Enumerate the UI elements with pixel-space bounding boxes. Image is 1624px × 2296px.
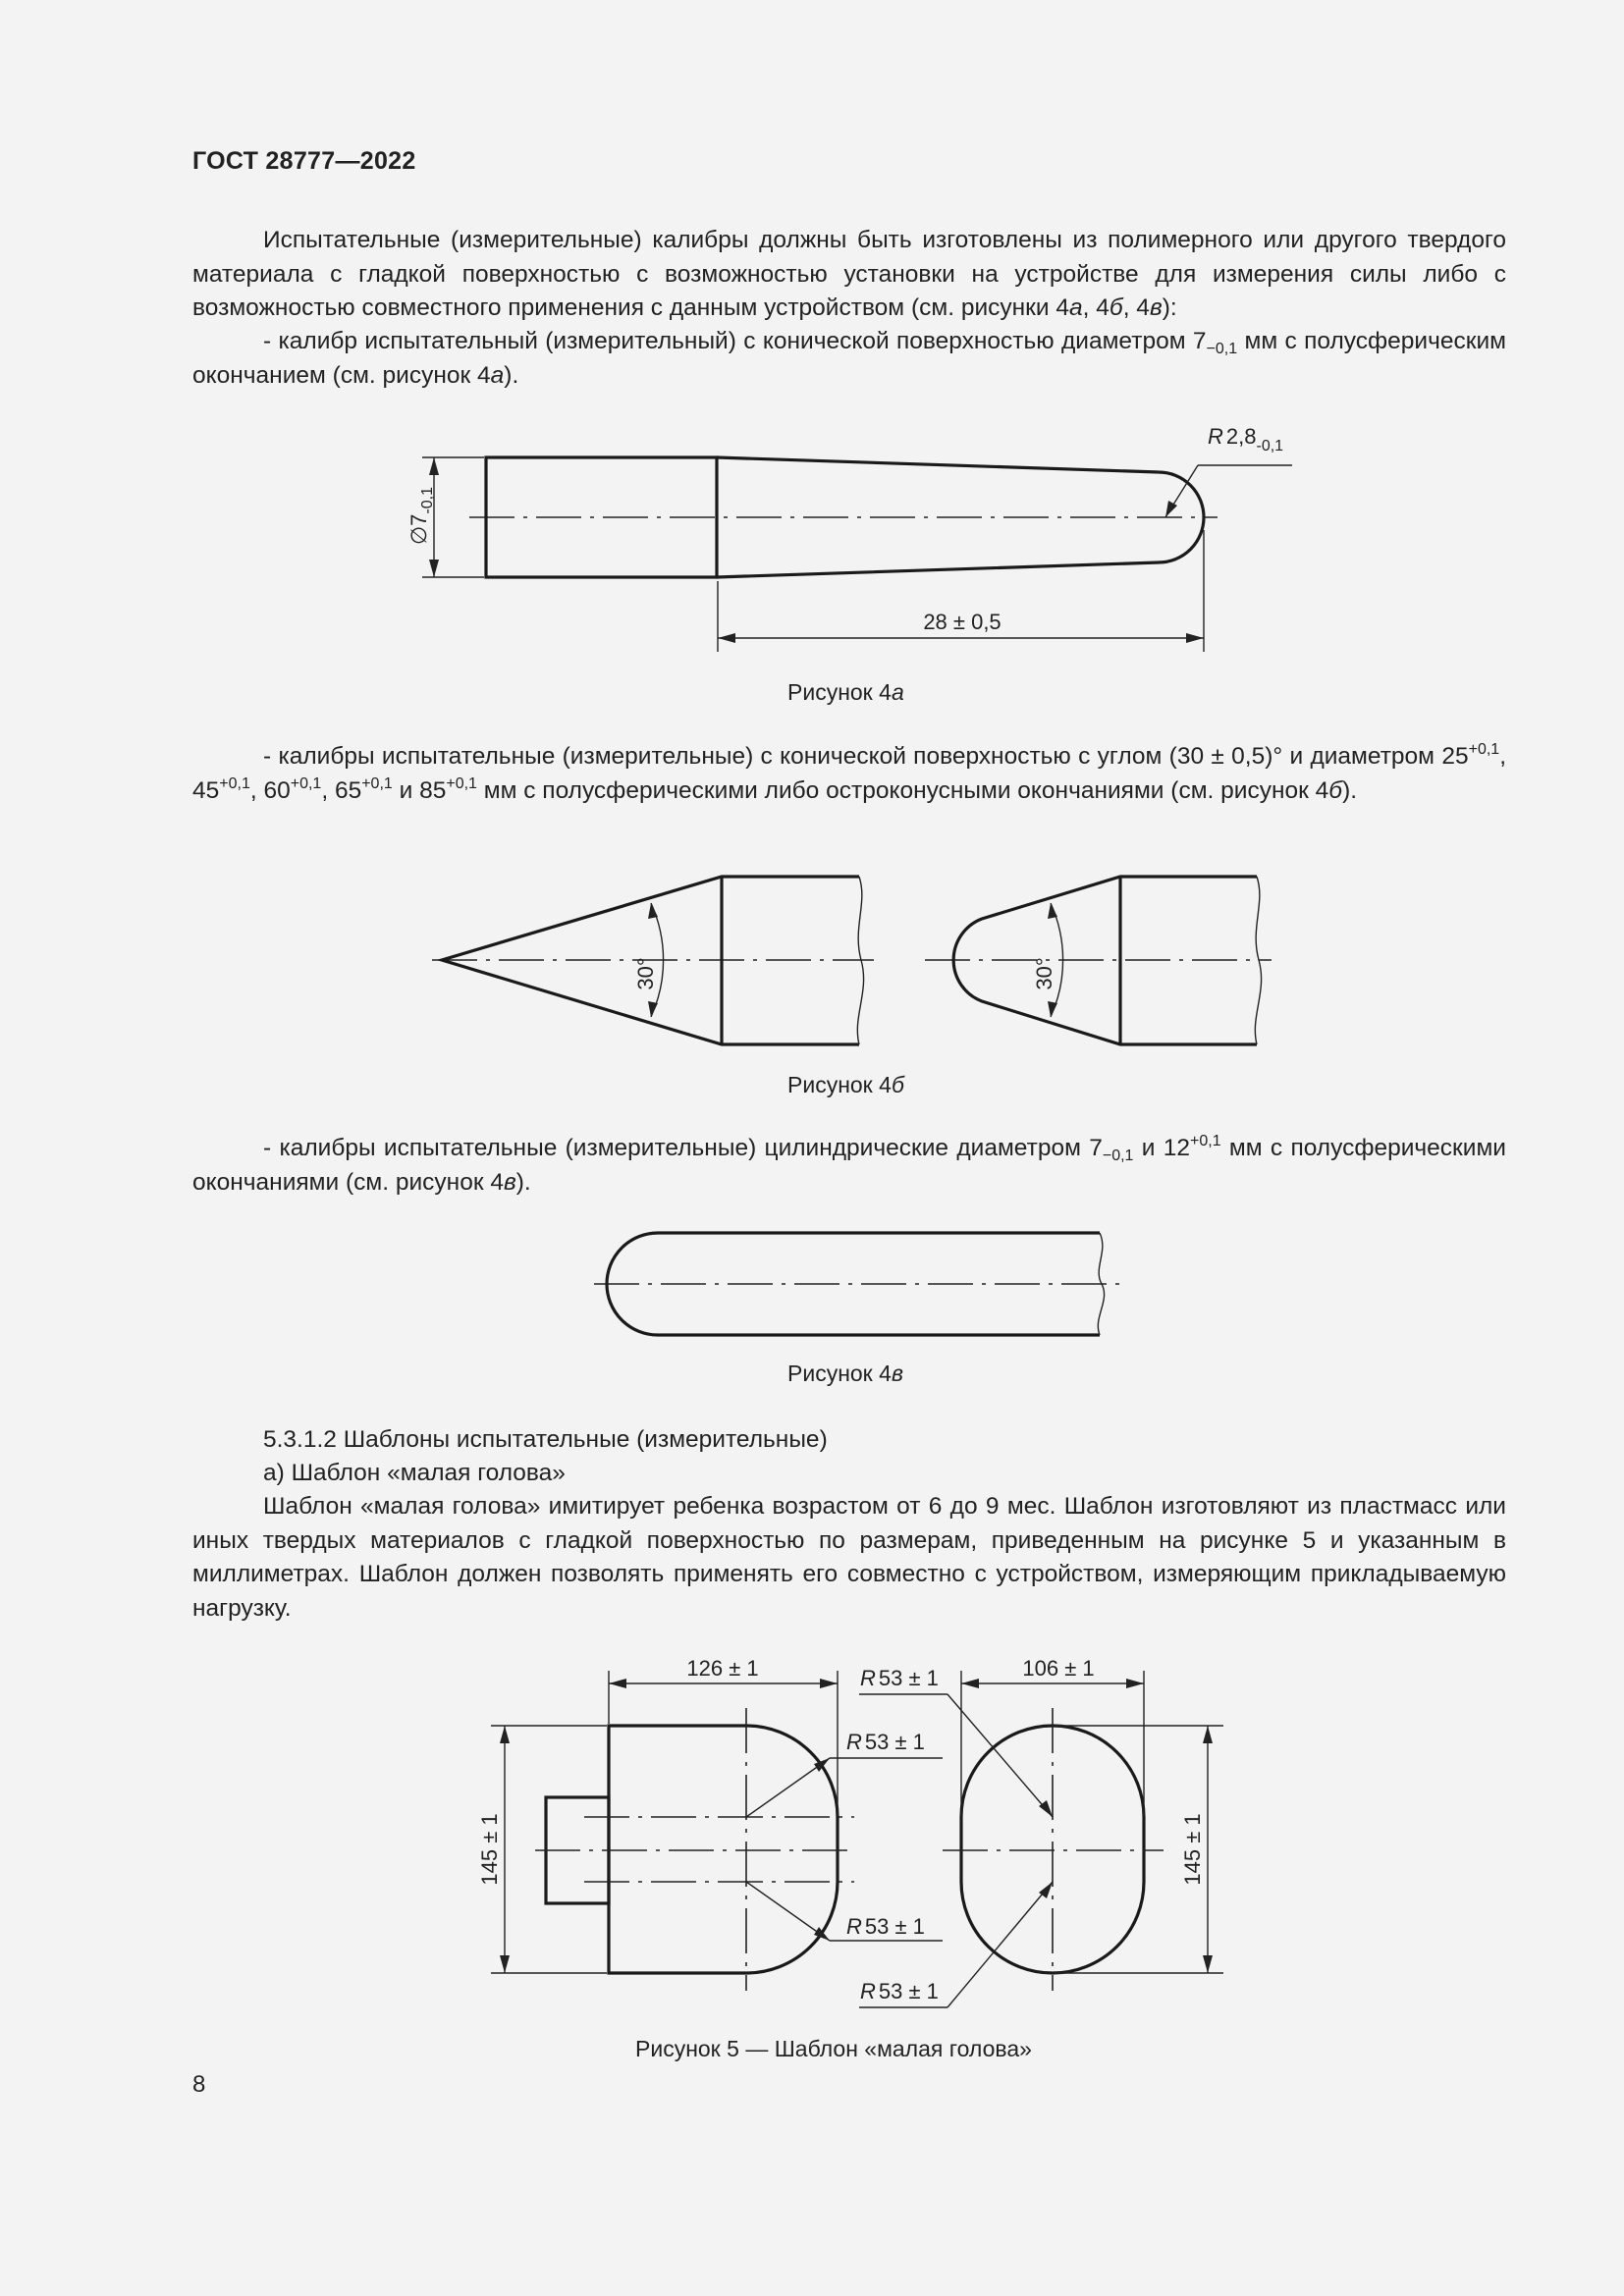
svg-text:R53 ± 1: R 53 ± 1	[860, 1979, 939, 2003]
svg-text:R2,8-0,1: R $2,8_{-0,1}$	[1208, 424, 1284, 454]
svg-text:145 ± 1: 145 ± 1	[1180, 1813, 1205, 1886]
list-item-cylindrical-gauges: - калибры испытательные (измерительные) цилиндрические диаметром $7_{-0,1}$ и $12^{+0,1}$ мм с полусферическими окончаниями (см. рисунок 4в).	[192, 1133, 1506, 1196]
svg-text:28 ± 0,5: 28 ± 0,5	[923, 610, 1001, 634]
svg-text:106 ± 1: 106 ± 1	[1022, 1656, 1095, 1681]
document-code: ГОСТ 28777—2022	[192, 147, 416, 175]
list-item-conical-gauges: - калибры испытательные (измерительные) с конической поверхностью с углом (30 ± 0,5)° и диаметром $25^{+0,1}$, $45^{+0,1}$, $60^{+0,1}$, $65^{+0,1}$ и $85^{+0,1}$ мм с полусферическими либо остроконусными окончаниями (см. рисунок 4б).	[192, 741, 1506, 804]
svg-text:30°: 30°	[1032, 957, 1056, 990]
small-head-paragraph: Шаблон «малая голова» имитирует ребенка возрастом от 6 до 9 мес. Шаблон изготовляют из пластмасс или иных твердых материалов с гладкой поверхностью по размерам, приведенным на рисунке 5 и указанным в миллиметрах. Шаблон должен позволять применять его совместно с устройством, измеряющим прикладываемую нагрузку.	[192, 1493, 1506, 1622]
section-title: 5.3.1.2 Шаблоны испытательные (измерительные)	[263, 1426, 828, 1453]
intro-paragraph: Испытательные (измерительные) калибры должны быть изготовлены из полимерного или другого твердого материала с гладкой поверхностью с возможностью установки на устройстве для измерения силы либо с возможностью совместного применения с данным устройством (см. рисунки 4а, 4б, 4в):	[192, 227, 1506, 321]
figure-4c-caption: Рисунок 4в	[787, 1361, 903, 1386]
svg-text:145 ± 1: 145 ± 1	[477, 1813, 502, 1886]
page-number: 8	[192, 2071, 206, 2098]
figure-4a-caption: Рисунок 4а	[787, 679, 904, 705]
svg-text:126 ± 1: 126 ± 1	[686, 1656, 759, 1681]
svg-text:R53 ± 1: R 53 ± 1	[846, 1914, 925, 1939]
svg-text:∅7-0,1: $\emptyset 7_{-0,1}$	[406, 487, 436, 545]
svg-text:R53 ± 1: R 53 ± 1	[846, 1730, 925, 1754]
figure-4b-caption: Рисунок 4б	[787, 1072, 904, 1097]
figure-5-caption: Рисунок 5 — Шаблон «малая голова»	[635, 2036, 1032, 2061]
svg-text:R53 ± 1: R 53 ± 1	[860, 1666, 939, 1690]
list-item-conical-gauge: - калибр испытательный (измерительный) с конической поверхностью диаметром $7_{-0,1}$ мм с полусферическим окончанием (см. рисунок 4а).	[192, 328, 1507, 389]
svg-text:30°: 30°	[633, 957, 658, 990]
subsection-title: а) Шаблон «малая голова»	[263, 1460, 566, 1486]
